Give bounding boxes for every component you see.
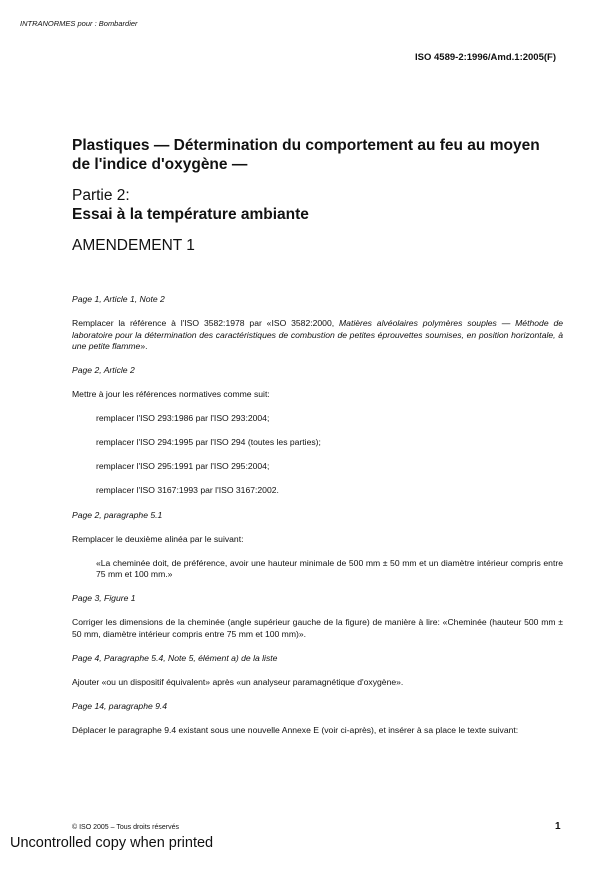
- section-reference: Page 3, Figure 1: [72, 593, 136, 604]
- document-title: [72, 136, 572, 174]
- header-note: INTRANORMES pour : Bombardier: [20, 19, 138, 28]
- part-label: Partie 2:: [72, 187, 130, 204]
- section-text: Remplacer le deuxième alinéa par le suivant:: [72, 533, 244, 544]
- list-item: remplacer l'ISO 294:1995 par l'ISO 294 (toutes les parties);: [96, 437, 321, 448]
- list-item: remplacer l'ISO 3167:1993 par l'ISO 3167:2002.: [96, 485, 279, 496]
- standard-reference: ISO 4589-2:1996/Amd.1:2005(F): [415, 52, 556, 63]
- part-title: Essai à la température ambiante: [72, 206, 309, 223]
- text-run: Remplacer la référence à l'ISO 3582:1978 par «ISO 3582:2000,: [72, 318, 339, 329]
- quoted-text: «La cheminée doit, de préférence, avoir une hauteur minimale de 500 mm ± 50 mm et un diamètre intérieur compris entre 75 mm et 100 mm.»: [96, 557, 563, 580]
- section-text: [72, 318, 563, 352]
- section-text: Déplacer le paragraphe 9.4 existant sous une nouvelle Annexe E (voir ci-après), et insérer à sa place le texte suivant:: [72, 725, 519, 736]
- section-text: Mettre à jour les références normatives comme suit:: [72, 389, 270, 400]
- section-reference: Page 2, Article 2: [72, 365, 135, 375]
- italic-title: Matières alvéolaires polymères souples — Méthode de laboratoire pour la détermination des caractéristiques de combustion de petites éprouvettes soumises, en position horizontale, à une petite flamme: [72, 318, 564, 351]
- section-text: Corriger les dimensions de la cheminée (angle supérieur gauche de la figure) de manière à lire: «Cheminée (hauteur 500 mm ± 50 mm, diamètre intérieur compris entre 75 mm et 100 mm)».: [72, 617, 563, 639]
- uncontrolled-copy-notice: Uncontrolled copy when printed: [10, 835, 214, 851]
- section-reference: Page 2, paragraphe 5.1: [72, 509, 163, 520]
- title-line-2: de l'indice d'oxygène —: [72, 156, 248, 173]
- title-line-1: Plastiques — Détermination du comportement au feu au moyen: [72, 137, 540, 154]
- section-reference: Page 14, paragraphe 9.4: [72, 701, 168, 712]
- footer-copyright: © ISO 2005 – Tous droits réservés: [72, 824, 179, 831]
- document-body: [72, 294, 563, 749]
- list-item: remplacer l'ISO 293:1986 par l'ISO 293:2004;: [96, 413, 270, 424]
- amendment-heading: AMENDEMENT 1: [72, 237, 195, 254]
- section-reference: Page 1, Article 1, Note 2: [72, 294, 165, 304]
- section-reference: Page 4, Paragraphe 5.4, Note 5, élément a) de la liste: [72, 652, 278, 663]
- text-run: ».: [140, 340, 148, 351]
- section-text: Ajouter «ou un dispositif équivalent» après «un analyseur paramagnétique d'oxygène».: [72, 676, 404, 687]
- list-item: remplacer l'ISO 295:1991 par l'ISO 295:2004;: [96, 461, 270, 472]
- page-number: 1: [555, 821, 561, 832]
